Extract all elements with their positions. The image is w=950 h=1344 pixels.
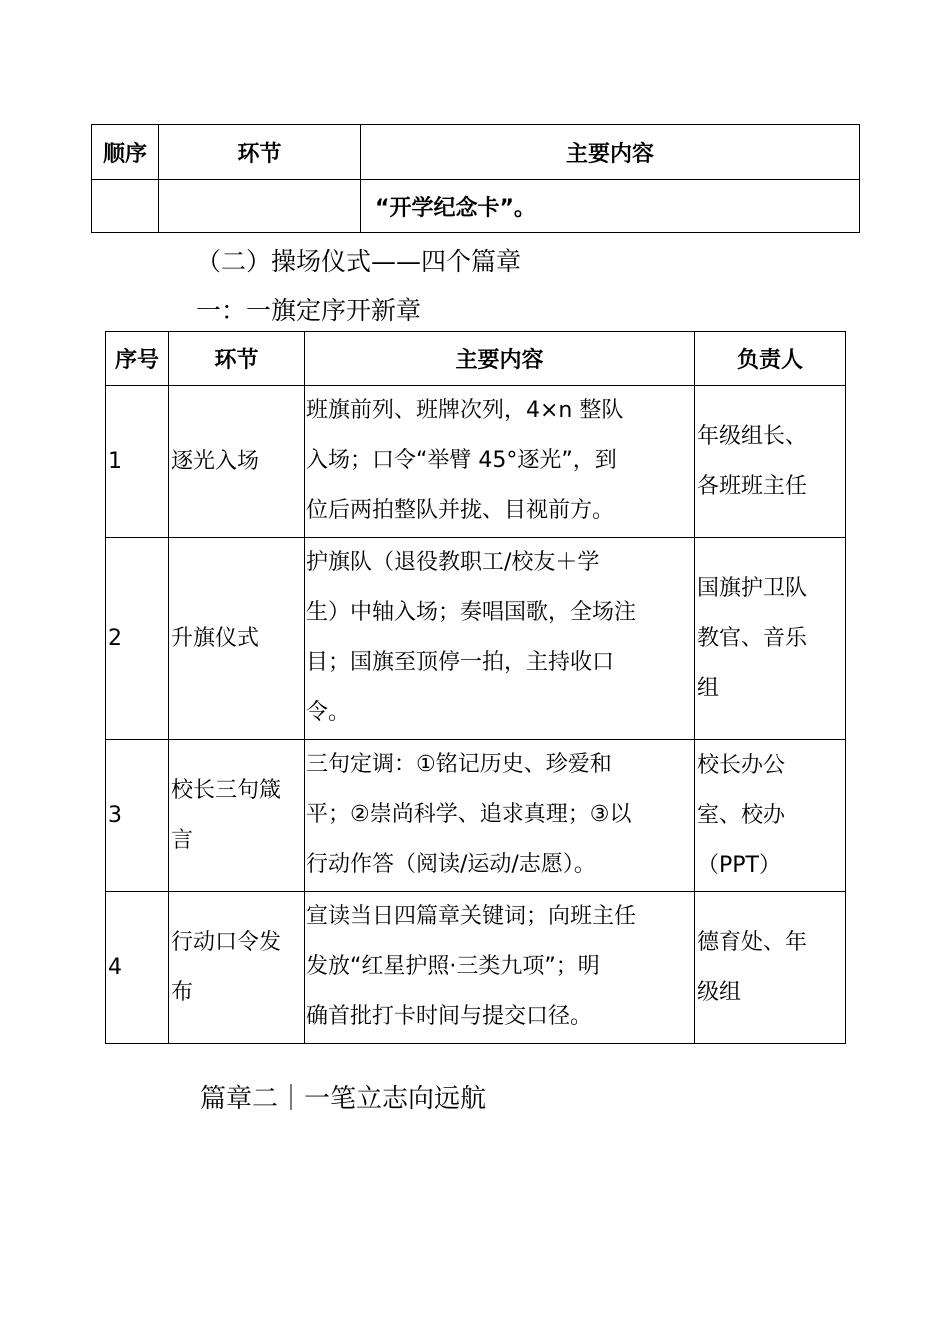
cell-text-line: 德育处、年 <box>697 929 808 955</box>
cell-text-line: （PPT） <box>697 852 781 878</box>
cell-text-line: 护旗队（退役教职工/校友＋学 <box>306 550 600 575</box>
table-row <box>106 740 846 892</box>
cell-text-line: 升旗仪式 <box>171 625 260 651</box>
cell-stage <box>159 180 361 233</box>
cell-index: 3 <box>106 740 169 892</box>
header-stage: 环节 <box>169 332 305 386</box>
cell-text-line: 教官、音乐 <box>697 625 808 651</box>
cell-text-line: 确首批打卡时间与提交口径。 <box>306 1004 593 1029</box>
cell-text-line: 校长办公 <box>697 752 786 778</box>
section-title: （二）操场仪式——四个篇章 <box>196 247 522 276</box>
cell-stage <box>169 892 305 1044</box>
chapter-heading: 篇章二｜一笔立志向远航 <box>200 1084 487 1114</box>
header-content: 主要内容 <box>305 332 695 386</box>
cell-text-line: 行动口令发 <box>171 929 282 955</box>
cell-stage <box>169 538 305 740</box>
cell-index: 1 <box>106 386 169 538</box>
continuation-table <box>91 124 860 233</box>
cell-text-line: 三句定调：①铭记历史、珍爱和 <box>306 752 612 777</box>
table-header-row <box>106 332 846 386</box>
cell-text-line: 目；国旗至顶停一拍，主持收口 <box>306 650 615 675</box>
cell-text-line: 校长三句箴 <box>171 777 282 803</box>
header-content: 主要内容 <box>361 125 860 180</box>
cell-text-line: 布 <box>171 979 194 1005</box>
cell-owner <box>695 740 846 892</box>
cell-text-line: 令。 <box>306 700 351 725</box>
cell-content <box>305 892 695 1044</box>
table-row <box>106 386 846 538</box>
cell-owner <box>695 386 846 538</box>
cell-owner <box>695 538 846 740</box>
cell-index: 2 <box>106 538 169 740</box>
ceremony-table <box>105 331 846 1044</box>
header-owner: 负责人 <box>695 332 846 386</box>
table-row <box>106 538 846 740</box>
cell-text-line: 年级组长、 <box>697 423 808 449</box>
cell-text-line: 入场；口令“举臂 45°逐光”，到 <box>306 448 617 473</box>
cell-text-line: 国旗护卫队 <box>697 575 808 601</box>
cell-index: 4 <box>106 892 169 1044</box>
header-stage: 环节 <box>159 125 361 180</box>
table-row <box>106 892 846 1044</box>
cell-text-line: 逐光入场 <box>171 448 260 474</box>
cell-text-line: 班旗前列、班牌次列，4×n 整队 <box>306 398 624 423</box>
cell-text-line: 级组 <box>697 979 742 1005</box>
table-header-row <box>92 125 860 180</box>
cell-text-line: 发放“红星护照·三类九项”；明 <box>306 954 600 979</box>
table-row <box>92 180 860 233</box>
cell-text-line: 言 <box>171 827 194 853</box>
header-index: 序号 <box>106 332 169 386</box>
header-order: 顺序 <box>92 125 159 180</box>
cell-stage <box>169 386 305 538</box>
cell-text-line: 生）中轴入场；奏唱国歌，全场注 <box>306 600 637 625</box>
cell-text-line: 平；②崇尚科学、追求真理；③以 <box>306 802 632 827</box>
cell-stage <box>169 740 305 892</box>
cell-text-line: 室、校办 <box>697 802 786 828</box>
cell-owner <box>695 892 846 1044</box>
cell-text-line: 宣读当日四篇章关键词；向班主任 <box>306 904 637 929</box>
cell-content <box>305 538 695 740</box>
cell-content: “开学纪念卡”。 <box>361 180 860 233</box>
subsection-title: 一：一旗定序开新章 <box>196 296 422 325</box>
cell-order <box>92 180 159 233</box>
cell-text-line: 组 <box>697 675 720 701</box>
cell-content <box>305 740 695 892</box>
cell-content <box>305 386 695 538</box>
cell-text-line: 位后两拍整队并拢、目视前方。 <box>306 498 615 523</box>
cell-text-line: 各班班主任 <box>697 473 808 499</box>
cell-text-line: 行动作答（阅读/运动/志愿）。 <box>306 852 596 877</box>
